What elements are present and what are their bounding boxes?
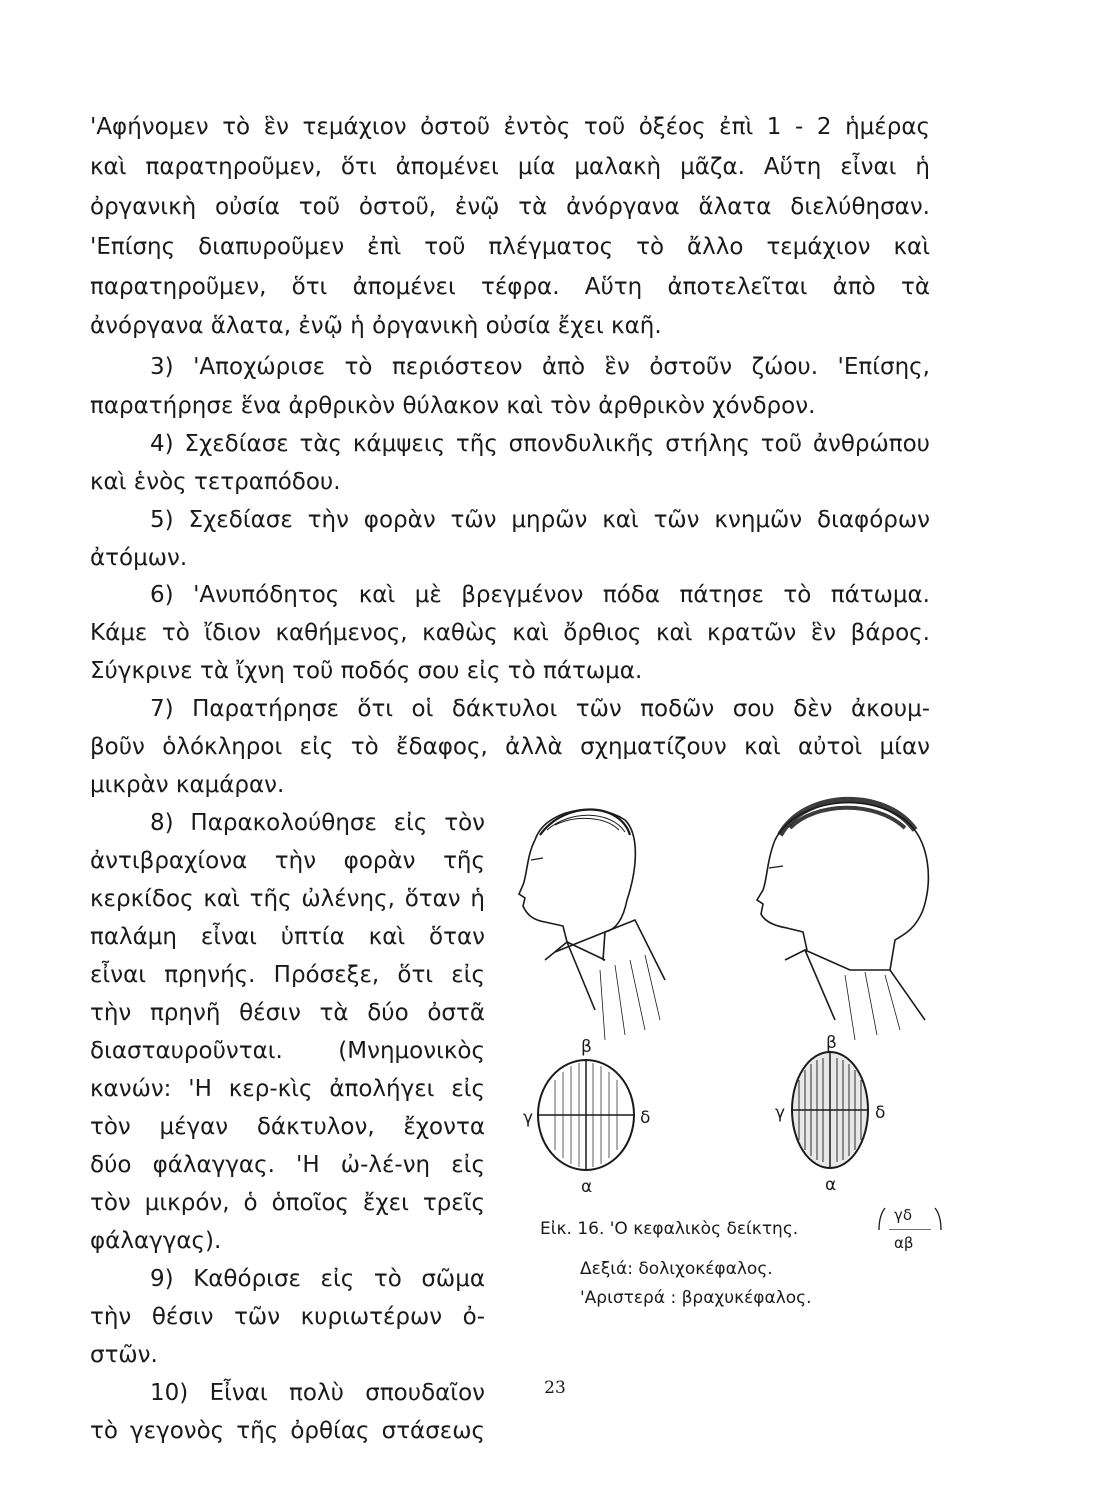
column-line: στῶν. [90, 1342, 158, 1368]
text-line: παρατηροῦμεν, ὅτι ἀπομένει τέφρα. Αὕτη ἀποτελεῖται ἀπὸ τὰ [90, 274, 930, 300]
text-line: Κάμε τὸ ἴδιον καθήμενος, καθὼς καὶ ὄρθιος καὶ κρατῶν ἓν βάρος. [90, 620, 930, 646]
exercise-5-line: 5) Σχεδίασε τὴν φορὰν τῶν μηρῶν καὶ τῶν κνημῶν διαφόρων [150, 507, 930, 533]
exercise-7-line: 7) Παρατήρησε ὅτι οἱ δάκτυλοι τῶν ποδῶν σου δὲν ἀκουμ- [150, 696, 930, 722]
column-line: διασταυροῦνται. (Μνημονικὸς [90, 1038, 485, 1064]
cephalic-index-illustration [505, 780, 945, 1230]
skull-right-label-bottom: α [825, 1175, 837, 1195]
text-line: ἀτόμων. [90, 545, 188, 571]
text-line: παρατήρησε ἕνα ἀρθρικὸν θύλακον καὶ τὸν ἀρθρικὸν χόνδρον. [90, 393, 816, 419]
column-line: κερκίδος καὶ τῆς ὠλένης, ὅταν ἡ [90, 886, 485, 912]
exercise-9-line: 9) Καθόρισε εἰς τὸ σῶμα [150, 1266, 485, 1292]
figure-16 [505, 780, 945, 1340]
exercise-8-line: 8) Παρακολούθησε εἰς τὸν [150, 810, 485, 836]
skull-left-label-left: γ [523, 1108, 534, 1128]
dolichocephalic-head-drawing [757, 800, 928, 1040]
skull-left-label-top: β [581, 1037, 592, 1057]
exercise-3-line: 3) 'Αποχώρισε τὸ περιόστεον ἀπὸ ἓν ὀστοῦν ζώου. 'Επίσης, [150, 354, 930, 380]
brachycephalic-head-drawing [519, 809, 665, 1040]
column-line: τὸ γεγονὸς τῆς ὀρθίας στάσεως [90, 1418, 485, 1444]
caption-left-brachycephalic: 'Αριστερά : βραχυκέφαλος. [580, 1288, 812, 1308]
column-line: τὸν μέγαν δάκτυλον, ἔχοντα [90, 1114, 485, 1140]
skull-right-label-top: β [826, 1033, 837, 1053]
formula-numerator: γδ [894, 1206, 913, 1224]
column-line: τὸν μικρόν, ὁ ὁποῖος ἔχει τρεῖς [90, 1190, 485, 1216]
brachycephalic-skull-diagram [538, 1060, 634, 1170]
figure-caption: Εἰκ. 16. 'Ο κεφαλικὸς δείκτης. [540, 1219, 799, 1239]
column-line: κανών: 'Η κερ-κὶς ἀπολήγει εἰς [90, 1076, 485, 1102]
column-line: φάλαγγας). [90, 1228, 222, 1254]
text-line: ἀνόργανα ἅλατα, ἐνῷ ἡ ὀργανικὴ οὐσία ἔχει καῆ. [90, 313, 662, 339]
column-line: τὴν θέσιν τῶν κυριωτέρων ὀ- [90, 1304, 485, 1330]
exercise-10-line: 10) Εἶναι πολὺ σπουδαῖον [150, 1380, 485, 1406]
text-line: μικρὰν καμάραν. [90, 772, 285, 798]
text-line: καὶ ἑνὸς τετραπόδου. [90, 469, 341, 495]
dolichocephalic-skull-diagram [792, 1052, 868, 1168]
formula-denominator: αβ [894, 1234, 914, 1252]
skull-right-label-right: δ [875, 1103, 886, 1123]
caption-right-dolichocephalic: Δεξιά: δολιχοκέφαλος. [580, 1259, 773, 1279]
text-line: Σύγκρινε τὰ ἴχνη τοῦ ποδός σου εἰς τὸ πάτωμα. [90, 658, 643, 684]
column-line: δύο φάλαγγας. 'Η ὠ-λέ-νη εἰς [90, 1152, 485, 1178]
column-line: παλάμη εἶναι ὑπτία καὶ ὅταν [90, 924, 485, 950]
text-line: βοῦν ὁλόκληροι εἰς τὸ ἔδαφος, ἀλλὰ σχηματίζουν καὶ αὐτοὶ μίαν [90, 734, 930, 760]
column-line: τὴν πρηνῆ θέσιν τὰ δύο ὀστᾶ [90, 1000, 485, 1026]
column-line: ἀντιβραχίονα τὴν φορὰν τῆς [90, 848, 485, 874]
exercise-4-line: 4) Σχεδίασε τὰς κάμψεις τῆς σπονδυλικῆς στήλης τοῦ ἀνθρώπου [150, 431, 930, 457]
skull-left-label-bottom: α [581, 1177, 593, 1197]
text-line: ὀργανικὴ οὐσία τοῦ ὀστοῦ, ἐνῷ τὰ ἀνόργανα ἅλατα διελύθησαν. [90, 194, 930, 220]
page-number: 23 [544, 1378, 566, 1398]
skull-left-label-right: δ [640, 1108, 651, 1128]
text-line: καὶ παρατηροῦμεν, ὅτι ἀπομένει μία μαλακὴ μᾶζα. Αὕτη εἶναι ἡ [90, 154, 930, 180]
text-line: 'Επίσης διαπυροῦμεν ἐπὶ τοῦ πλέγματος τὸ ἄλλο τεμάχιον καὶ [90, 234, 930, 260]
column-line: εἶναι πρηνής. Πρόσεξε, ὅτι εἰς [90, 962, 485, 988]
skull-right-label-left: γ [775, 1103, 786, 1123]
exercise-6-line: 6) 'Ανυπόδητος καὶ μὲ βρεγμένον πόδα πάτησε τὸ πάτωμα. [150, 582, 930, 608]
text-line: 'Αφήνομεν τὸ ἓν τεμάχιον ὀστοῦ ἐντὸς τοῦ ὀξέος ἐπὶ 1 - 2 ἡμέρας [90, 114, 930, 140]
